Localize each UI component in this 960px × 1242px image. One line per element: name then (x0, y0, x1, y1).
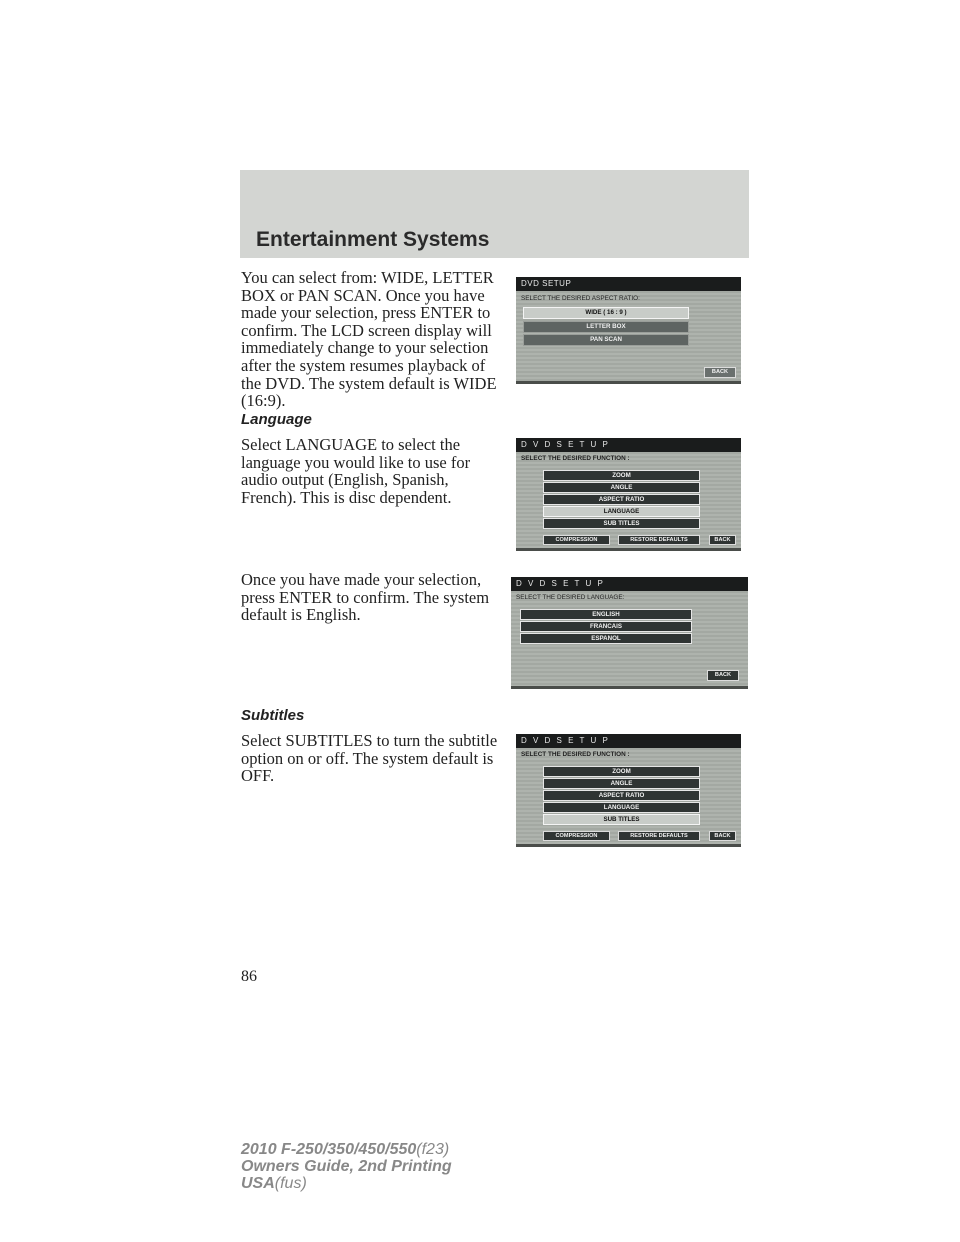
aspect-ratio-paragraph: You can select from: WIDE, LETTER BOX or PAN SCAN. Once you have made your selection, press ENTER to confirm. The LCD screen display will immediately change to your selection after the system resumes playback of the DVD. The system default is WIDE (16:9). (241, 268, 497, 411)
screen-prompt: SELECT THE DESIRED LANGUAGE: (516, 594, 625, 601)
option-sub-titles[interactable]: SUB TITLES (543, 814, 700, 825)
language-screen (511, 577, 748, 689)
option-aspect-ratio[interactable]: ASPECT RATIO (543, 494, 700, 505)
back-button[interactable]: BACK (707, 670, 739, 681)
subtitles-paragraph: Select SUBTITLES to turn the subtitle option on or off. The system default is OFF. (241, 731, 498, 786)
option-pan-scan[interactable]: PAN SCAN (523, 334, 689, 346)
option-sub-titles[interactable]: SUB TITLES (543, 518, 700, 529)
screen-prompt: SELECT THE DESIRED ASPECT RATIO: (521, 295, 640, 302)
option-zoom[interactable]: ZOOM (543, 470, 700, 481)
restore-defaults-button[interactable]: RESTORE DEFAULTS (618, 535, 700, 545)
option-aspect-ratio[interactable]: ASPECT RATIO (543, 790, 700, 801)
footer-model: 2010 F-250/350/450/550 (241, 1141, 417, 1158)
screen-prompt: SELECT THE DESIRED FUNCTION : (521, 751, 630, 758)
option-letter-box[interactable]: LETTER BOX (523, 321, 689, 333)
option-angle[interactable]: ANGLE (543, 778, 700, 789)
option-francais[interactable]: FRANCAIS (520, 621, 692, 632)
compression-button[interactable]: COMPRESSION (543, 535, 610, 545)
language-paragraph: Select LANGUAGE to select the language you would like to use for audio output (English, Spanish, French). This is disc dependent. (241, 435, 471, 507)
footer-line-3 (241, 1175, 452, 1192)
footer (241, 1141, 452, 1192)
option-angle[interactable]: ANGLE (543, 482, 700, 493)
section-title: Entertainment Systems (256, 228, 490, 251)
footer-guide: Owners Guide, 2nd Printing (241, 1158, 452, 1175)
back-button[interactable]: BACK (709, 535, 736, 545)
language-confirm-paragraph: Once you have made your selection, press ENTER to confirm. The system default is English. (241, 570, 490, 625)
footer-market-code: (fus) (274, 1175, 307, 1192)
screen-prompt: SELECT THE DESIRED FUNCTION : (521, 455, 630, 462)
function-screen-1 (516, 438, 741, 551)
screen-title: D V D S E T U P (516, 734, 741, 748)
section-header (240, 170, 749, 258)
option-zoom[interactable]: ZOOM (543, 766, 700, 777)
function-screen-2 (516, 734, 741, 847)
option-language[interactable]: LANGUAGE (543, 506, 700, 517)
option-language[interactable]: LANGUAGE (543, 802, 700, 813)
option-espanol[interactable]: ESPANOL (520, 633, 692, 644)
footer-line-1 (241, 1141, 452, 1158)
footer-market: USA (241, 1175, 275, 1192)
restore-defaults-button[interactable]: RESTORE DEFAULTS (618, 831, 700, 841)
option-english[interactable]: ENGLISH (520, 609, 692, 620)
screen-title: D V D S E T U P (516, 438, 741, 452)
option-wide[interactable]: WIDE ( 16 : 9 ) (523, 307, 689, 319)
page-number: 86 (241, 968, 257, 985)
footer-model-code: (f23) (416, 1141, 450, 1158)
aspect-ratio-screen (516, 277, 741, 384)
screen-title: DVD SETUP (516, 277, 741, 291)
screen-title: D V D S E T U P (511, 577, 748, 591)
subtitles-heading: Subtitles (241, 707, 305, 724)
back-button[interactable]: BACK (709, 831, 736, 841)
back-button[interactable]: BACK (704, 367, 736, 378)
compression-button[interactable]: COMPRESSION (543, 831, 610, 841)
language-heading: Language (241, 411, 312, 428)
